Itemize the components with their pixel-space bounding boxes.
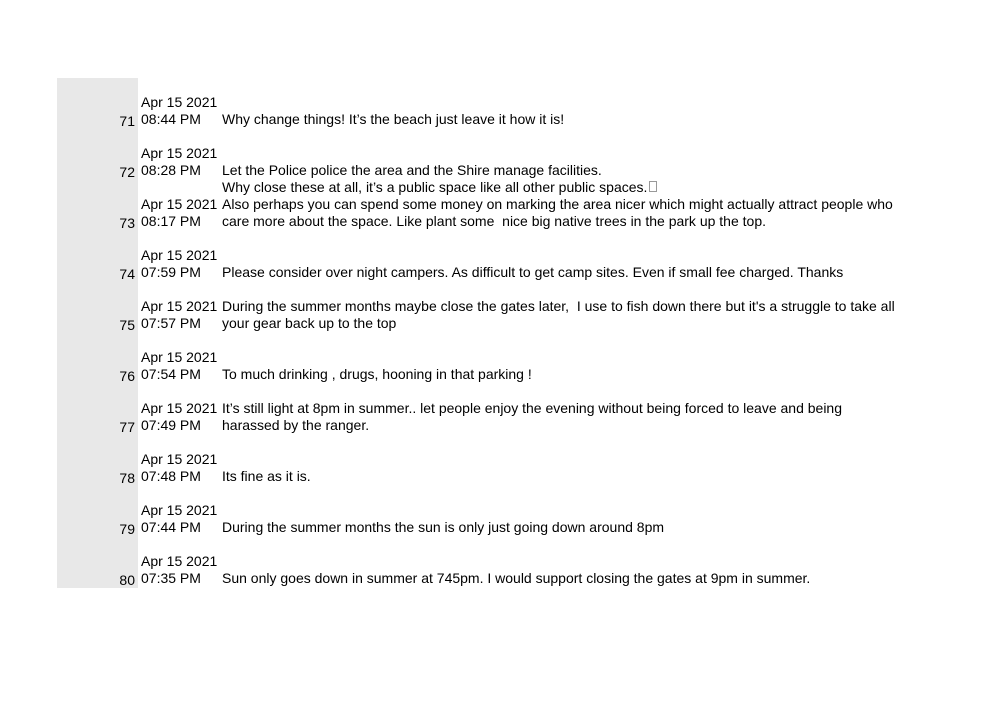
row-number-cell (57, 282, 138, 333)
row-time: 07:49 PM (141, 417, 201, 433)
row-time: 08:17 PM (141, 213, 201, 229)
table-row (57, 282, 897, 333)
row-comment (222, 400, 902, 434)
row-number-cell (57, 231, 138, 282)
row-number-cell (57, 333, 138, 384)
table-row (57, 180, 897, 231)
row-number-cell (57, 486, 138, 537)
row-number-cell (57, 537, 138, 588)
row-date: Apr 15 2021 (141, 145, 218, 161)
row-number: 76 (119, 368, 135, 384)
table-row (57, 384, 897, 435)
comment-line: Why change things! It’s the beach just leave it how it is! (222, 111, 565, 127)
row-comment (222, 570, 902, 587)
row-time: 07:44 PM (141, 519, 201, 535)
row-time: 07:59 PM (141, 264, 201, 280)
row-number: 77 (119, 419, 135, 435)
table-row (57, 231, 897, 282)
row-number: 71 (119, 113, 135, 129)
comment-line: Sun only goes down in summer at 745pm. I would support closing the gates at 9pm in summer. (222, 570, 811, 586)
row-comment (222, 162, 902, 179)
table-row (57, 129, 897, 180)
row-time: 08:28 PM (141, 162, 201, 178)
row-time: 07:35 PM (141, 570, 201, 586)
table-row (57, 486, 897, 537)
comment-line: care more about the space. Like plant some nice big native trees in the park up the top. (222, 213, 766, 229)
row-number: 75 (119, 317, 135, 333)
table-row (57, 537, 897, 588)
row-time: 08:44 PM (141, 111, 201, 127)
row-date: Apr 15 2021 (141, 349, 218, 365)
row-number: 80 (119, 572, 135, 588)
row-time: 07:54 PM (141, 366, 201, 382)
row-date: Apr 15 2021 (141, 298, 218, 314)
comment-line: Let the Police police the area and the Shire manage facilities. (222, 162, 602, 178)
row-date: Apr 15 2021 (141, 94, 218, 110)
row-comment (222, 366, 902, 383)
row-date: Apr 15 2021 (141, 502, 218, 518)
row-number: 79 (119, 521, 135, 537)
row-number-cell (57, 384, 138, 435)
comment-line: During the summer months maybe close the gates later, I use to fish down there but it's a struggle to take all (222, 298, 895, 314)
table-row (57, 435, 897, 486)
table-row (57, 333, 897, 384)
row-comment (222, 298, 902, 332)
row-number-cell (57, 78, 138, 129)
row-number: 78 (119, 470, 135, 486)
table-row (57, 78, 897, 129)
comment-line: your gear back up to the top (222, 315, 397, 331)
row-comment (222, 519, 902, 536)
row-time: 07:48 PM (141, 468, 201, 484)
row-date: Apr 15 2021 (141, 400, 218, 416)
comment-line: To much drinking , drugs, hooning in that parking ! (222, 366, 532, 382)
comment-line: During the summer months the sun is only just going down around 8pm (222, 519, 665, 535)
comment-line: Please consider over night campers. As difficult to get camp sites. Even if small fee charged. Thanks (222, 264, 844, 280)
comment-line: harassed by the ranger. (222, 417, 370, 433)
row-number: 73 (119, 215, 135, 231)
row-number: 72 (119, 164, 135, 180)
row-date: Apr 15 2021 (141, 451, 218, 467)
row-date: Apr 15 2021 (141, 196, 218, 212)
row-comment (222, 468, 902, 485)
comment-line (222, 179, 902, 196)
row-number-cell (57, 129, 138, 180)
row-date: Apr 15 2021 (141, 247, 218, 263)
row-date: Apr 15 2021 (141, 553, 218, 569)
comment-line: Its fine as it is. (222, 468, 311, 484)
row-number-cell (57, 435, 138, 486)
row-comment (222, 111, 902, 128)
comment-line: It’s still light at 8pm in summer.. let people enjoy the evening without being forced to leave and being (222, 400, 843, 416)
row-comment (222, 179, 902, 230)
row-comment (222, 264, 902, 281)
row-number-cell (57, 180, 138, 231)
comments-table (57, 78, 897, 588)
row-time: 07:57 PM (141, 315, 201, 331)
comment-line-text: Why close these at all, it’s a public space like all other public spaces. (222, 179, 648, 195)
missing-glyph-icon (649, 181, 657, 192)
row-number: 74 (119, 266, 135, 282)
comment-line: Also perhaps you can spend some money on marking the area nicer which might actually attract people who (222, 196, 893, 212)
